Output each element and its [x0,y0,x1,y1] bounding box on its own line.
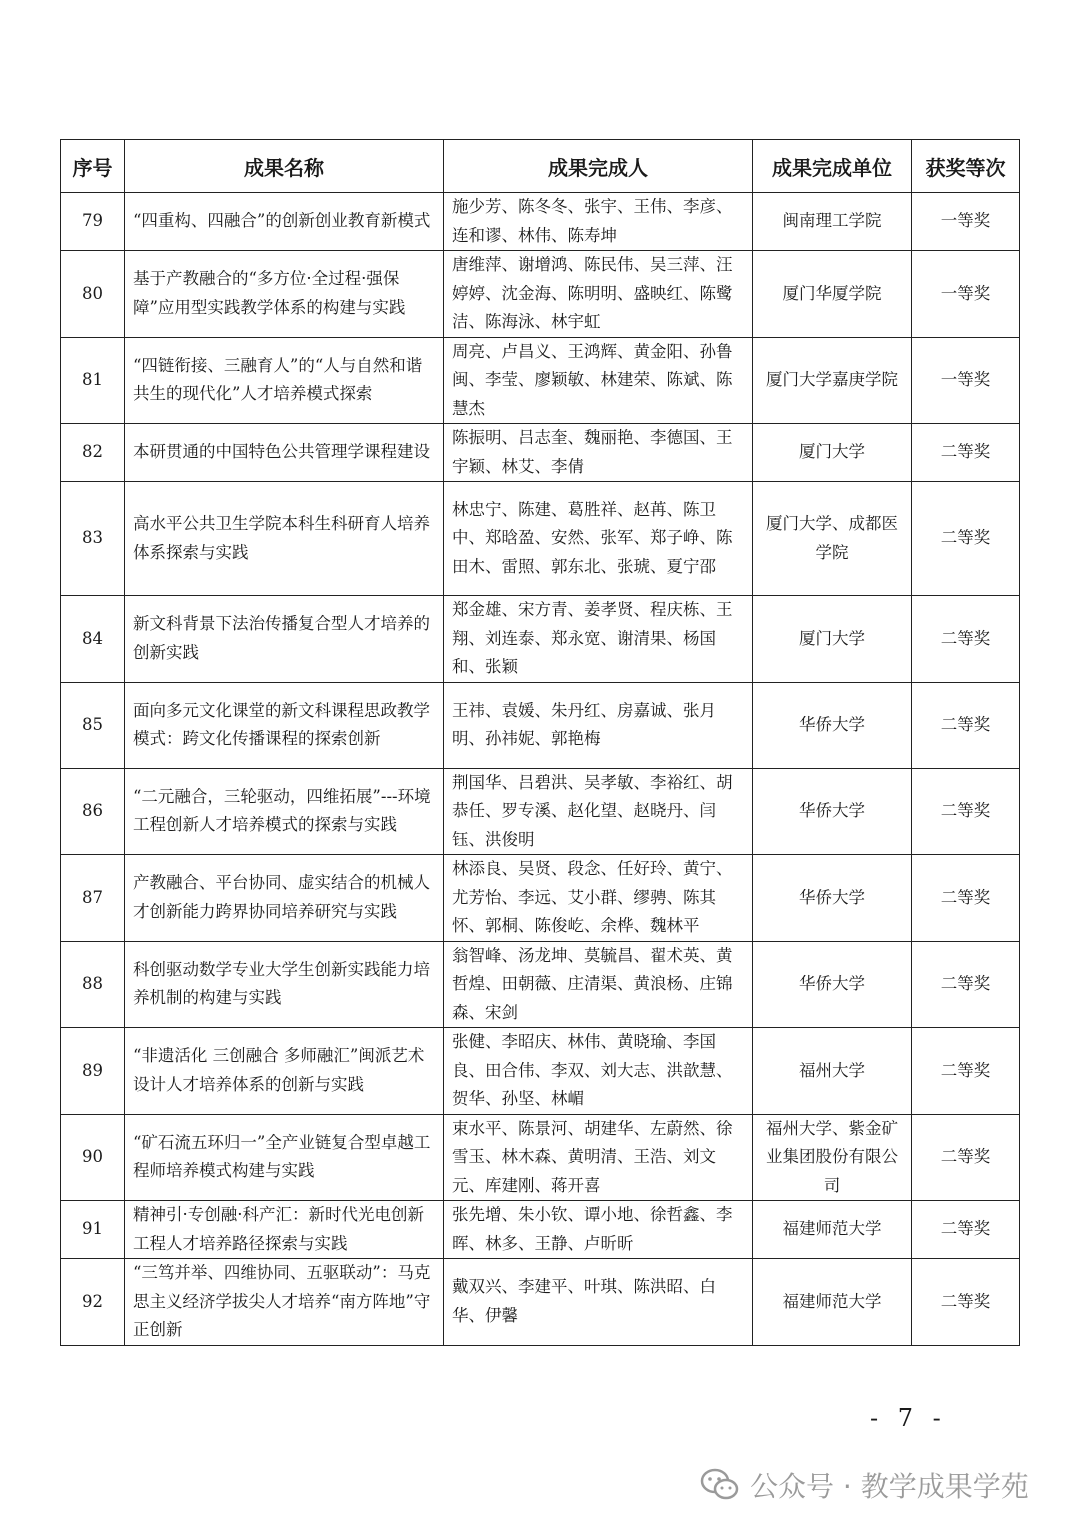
row-award: 一等奖 [912,251,1020,338]
table-row [61,424,1020,482]
awards-table [60,139,1020,1346]
row-title: “四链衔接、三融育人”的“人与自然和谐共生的现代化”人才培养模式探索 [125,337,444,424]
row-people: 施少芳、陈冬冬、张宇、王伟、李彦、连和谬、林伟、陈寿坤 [444,193,753,251]
row-title: 精神引·专创融·科产汇：新时代光电创新工程人才培养路径探索与实践 [125,1201,444,1259]
row-title: “二元融合，三轮驱动，四维拓展”---环境工程创新人才培养模式的探索与实践 [125,768,444,855]
row-title: 高水平公共卫生学院本科生科研育人培养体系探索与实践 [125,482,444,596]
row-people: 戴双兴、李建平、叶琪、陈洪昭、白华、伊馨 [444,1259,753,1346]
row-people: 林忠宁、陈建、葛胜祥、赵苒、陈卫中、郑晗盈、安然、张军、郑子峥、陈田木、雷照、郭东北、张琥、夏宁邵 [444,482,753,596]
row-title: 科创驱动数学专业大学生创新实践能力培养机制的构建与实践 [125,941,444,1028]
row-people: 陈振明、吕志奎、魏丽艳、李德国、王宇颖、林艾、李倩 [444,424,753,482]
row-unit: 厦门大学、成都医学院 [753,482,912,596]
table-body [61,193,1020,1346]
row-title: “非遗活化 三创融合 多师融汇”闽派艺术设计人才培养体系的创新与实践 [125,1028,444,1115]
row-no: 88 [61,941,125,1028]
row-no: 84 [61,596,125,683]
row-people: 王祎、袁媛、朱丹红、房嘉诚、张月明、孙祎妮、郭艳梅 [444,682,753,768]
row-people: 张先增、朱小钦、谭小地、徐哲鑫、李晖、林多、王静、卢昕昕 [444,1201,753,1259]
row-title: 产教融合、平台协同、虚实结合的机械人才创新能力跨界协同培养研究与实践 [125,855,444,942]
table-row [61,482,1020,596]
row-title: “三笃并举、四维协同、五驱联动”：马克思主义经济学拔尖人才培养“南方阵地”守正创新 [125,1259,444,1346]
table-row [61,251,1020,338]
row-award: 二等奖 [912,424,1020,482]
watermark-text: 公众号 · 教学成果学苑 [750,1470,1029,1503]
row-title: 基于产教融合的“多方位·全过程·强保障”应用型实践教学体系的构建与实践 [125,251,444,338]
table-row [61,1028,1020,1115]
row-award: 二等奖 [912,941,1020,1028]
row-people: 郑金雄、宋方青、姜孝贤、程庆栋、王翔、刘连泰、郑永宽、谢清果、杨国和、张颖 [444,596,753,683]
row-award: 二等奖 [912,1114,1020,1201]
row-unit: 厦门大学 [753,424,912,482]
header-award: 获奖等次 [912,140,1020,193]
row-no: 80 [61,251,125,338]
header-people: 成果完成人 [444,140,753,193]
row-award: 一等奖 [912,193,1020,251]
row-title: 面向多元文化课堂的新文科课程思政教学模式：跨文化传播课程的探索创新 [125,682,444,768]
row-title: “四重构、四融合”的创新创业教育新模式 [125,193,444,251]
row-people: 周亮、卢昌义、王鸿辉、黄金阳、孙鲁闽、李莹、廖颖敏、林建荣、陈斌、陈慧杰 [444,337,753,424]
row-title: 新文科背景下法治传播复合型人才培养的创新实践 [125,596,444,683]
row-unit: 华侨大学 [753,768,912,855]
table-row [61,337,1020,424]
row-no: 85 [61,682,125,768]
row-unit: 厦门大学 [753,596,912,683]
table-row [61,193,1020,251]
row-title: 本研贯通的中国特色公共管理学课程建设 [125,424,444,482]
row-unit: 闽南理工学院 [753,193,912,251]
row-no: 86 [61,768,125,855]
row-no: 89 [61,1028,125,1115]
row-award: 二等奖 [912,596,1020,683]
row-no: 82 [61,424,125,482]
row-unit: 华侨大学 [753,941,912,1028]
row-no: 92 [61,1259,125,1346]
row-no: 79 [61,193,125,251]
row-unit: 福州大学、紫金矿业集团股份有限公司 [753,1114,912,1201]
row-award: 二等奖 [912,1201,1020,1259]
table-row [61,768,1020,855]
row-award: 二等奖 [912,482,1020,596]
row-no: 81 [61,337,125,424]
row-award: 二等奖 [912,1259,1020,1346]
table-row [61,941,1020,1028]
row-people: 荆国华、吕碧洪、吴孝敏、李裕红、胡恭任、罗专溪、赵化望、赵晓丹、闫钰、洪俊明 [444,768,753,855]
row-title: “矿石流五环归一”全产业链复合型卓越工程师培养模式构建与实践 [125,1114,444,1201]
row-unit: 华侨大学 [753,682,912,768]
page-number: - 7 - [870,1404,947,1432]
row-unit: 华侨大学 [753,855,912,942]
row-no: 83 [61,482,125,596]
watermark [700,1465,1029,1505]
table-row [61,1114,1020,1201]
wechat-icon [700,1468,740,1502]
row-people: 张健、李昭庆、林伟、黄晓瑜、李国良、田合伟、李双、刘大志、洪歆慧、贺华、孙坚、林嵋 [444,1028,753,1115]
table-row [61,682,1020,768]
table-row [61,1259,1020,1346]
row-unit: 厦门华厦学院 [753,251,912,338]
table-row [61,596,1020,683]
row-unit: 福建师范大学 [753,1259,912,1346]
row-unit: 福建师范大学 [753,1201,912,1259]
header-no: 序号 [61,140,125,193]
table-header-row [61,140,1020,193]
row-unit: 厦门大学嘉庚学院 [753,337,912,424]
row-no: 87 [61,855,125,942]
row-award: 二等奖 [912,855,1020,942]
row-people: 唐维萍、谢增鸿、陈民伟、吴三萍、汪婷婷、沈金海、陈明明、盛映红、陈鹭洁、陈海泳、林宇虹 [444,251,753,338]
row-award: 二等奖 [912,1028,1020,1115]
row-unit: 福州大学 [753,1028,912,1115]
header-unit: 成果完成单位 [753,140,912,193]
row-award: 二等奖 [912,768,1020,855]
row-award: 二等奖 [912,682,1020,768]
row-people: 林添良、吴贤、段念、任好玲、黄宁、尤芳怡、李远、艾小群、缪骋、陈其怀、郭桐、陈俊屹、余桦、魏林平 [444,855,753,942]
table-row [61,1201,1020,1259]
row-people: 束水平、陈景河、胡建华、左蔚然、徐雪玉、林木森、黄明清、王浩、刘文元、库建刚、蒋开喜 [444,1114,753,1201]
row-award: 一等奖 [912,337,1020,424]
row-no: 90 [61,1114,125,1201]
row-no: 91 [61,1201,125,1259]
table-row [61,855,1020,942]
row-people: 翁智峰、汤龙坤、莫毓昌、翟术英、黄哲煌、田朝薇、庄清渠、黄浪杨、庄锦森、宋剑 [444,941,753,1028]
header-title: 成果名称 [125,140,444,193]
